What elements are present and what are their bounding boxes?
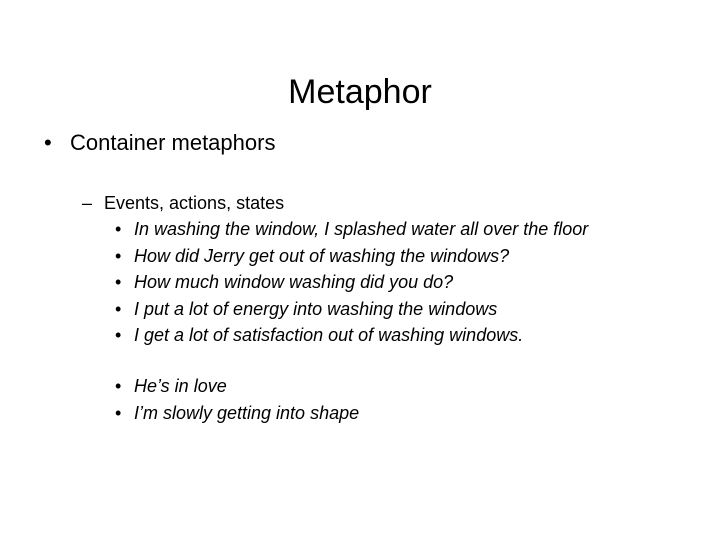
bullet-marker: • — [115, 325, 122, 345]
list-item-text: I put a lot of energy into washing the windows — [134, 298, 498, 319]
list-item-text: In washing the window, I splashed water all over the floor — [134, 219, 589, 239]
dash-marker: – — [82, 193, 93, 213]
bullet-marker: • — [115, 376, 122, 396]
list-item-text: I get a lot of satisfaction out of washing windows. — [134, 325, 524, 345]
list-item — [115, 269, 588, 296]
list-item — [115, 373, 359, 400]
list-item — [115, 216, 588, 243]
list-item — [115, 243, 588, 270]
bullet-marker: • — [115, 219, 122, 239]
list-item-text: I’m slowly getting into shape — [134, 402, 360, 423]
example-list-a — [115, 216, 588, 349]
bullet-marker: • — [115, 272, 122, 292]
bullet-level1 — [44, 128, 275, 158]
bullet-marker: • — [115, 402, 122, 423]
bullet-level2-text: Events, actions, states — [104, 193, 285, 213]
list-item-text: How much window washing did you do? — [134, 272, 454, 292]
bullet-level1-text: Container metaphors — [70, 130, 276, 155]
bullet-level2 — [82, 191, 284, 215]
example-list-b — [115, 373, 359, 426]
list-item — [115, 400, 359, 427]
slide-title-text: Metaphor — [288, 73, 432, 111]
list-item-text: He’s in love — [134, 376, 227, 396]
list-item — [115, 322, 588, 349]
bullet-marker: • — [115, 245, 122, 266]
slide-title — [0, 72, 720, 112]
bullet-marker: • — [115, 298, 122, 319]
list-item-text: How did Jerry get out of washing the windows? — [134, 245, 510, 266]
bullet-marker: • — [44, 130, 52, 155]
list-item — [115, 296, 588, 323]
